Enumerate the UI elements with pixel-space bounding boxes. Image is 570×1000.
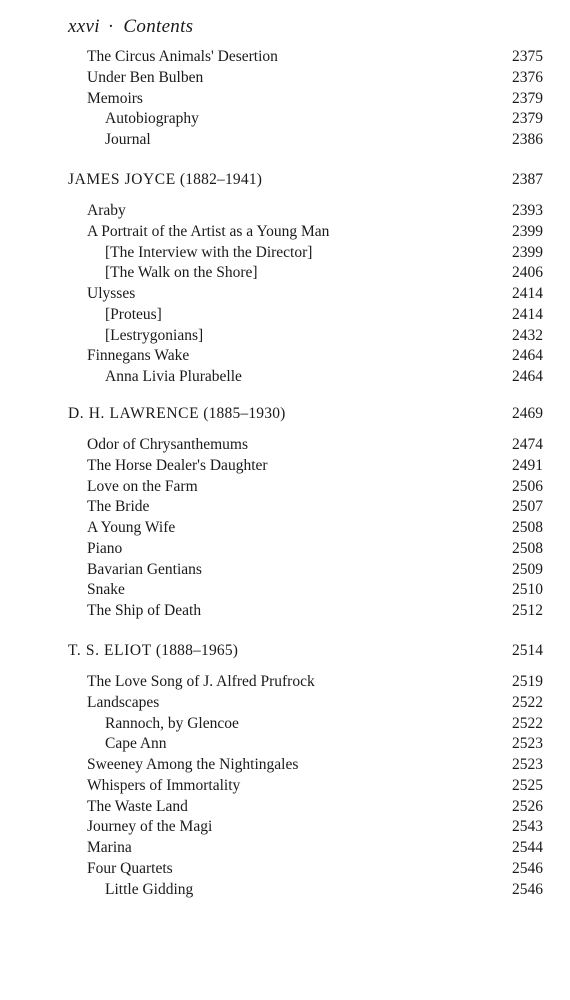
toc-entry [0,435,570,455]
toc-entry [0,776,570,796]
toc-entry [0,284,570,304]
toc-entry [0,263,570,283]
page-number: 2512 [512,602,543,619]
page-number: 2474 [512,436,543,453]
page-number-roman: xxvi [68,16,100,37]
page-number: 2379 [512,110,543,128]
author-section-heading [0,170,570,190]
work-title: Anna Livia Plurabelle [105,368,242,385]
toc-entry [0,734,570,754]
author-name: T. S. ELIOT [68,642,152,659]
work-title: The Love Song of J. Alfred Prufrock [87,673,315,690]
running-header [68,16,193,38]
work-title: Snake [87,581,125,599]
page-number: 2522 [512,714,543,732]
page-number: 2522 [512,693,543,711]
toc-entry [0,456,570,476]
author-section-heading [0,641,570,661]
work-title: Whispers of Immortality [87,776,241,794]
work-title: [The Walk on the Shore] [105,264,258,282]
work-title: A Young Wife [87,519,176,536]
work-title: Journal [105,131,151,148]
toc-entry [0,539,570,559]
page-number: 2525 [512,776,543,794]
page-number: 2509 [512,560,543,578]
toc-entry [0,560,570,580]
page-number: 2543 [512,818,543,836]
work-title: The Bride [87,498,150,516]
work-title: The Circus Animals' Desertion [87,48,278,65]
work-title: [Lestrygonians] [105,326,204,344]
work-title: Cape Ann [105,735,167,753]
page-number: 2464 [512,347,543,365]
toc-entry [0,580,570,600]
toc-entry [0,89,570,109]
toc-entry [0,755,570,775]
page-number: 2386 [512,131,543,148]
work-title: The Waste Land [87,797,188,815]
work-title: A Portrait of the Artist as a Young Man [87,222,330,240]
toc-entry [0,672,570,692]
work-title: Memoirs [87,89,143,107]
page-number: 2546 [512,880,543,898]
page-number: 2399 [512,222,543,240]
work-title: Odor of Chrysanthemums [87,436,249,453]
toc-entry [0,222,570,242]
author-dates: (1882–1941) [175,171,263,188]
work-title: Journey of the Magi [87,818,213,836]
page-number: 2375 [512,48,543,65]
toc-entry [0,693,570,713]
work-title: [The Interview with the Director] [105,243,313,261]
work-title: [Proteus] [105,305,162,323]
page-number: 2546 [512,859,543,877]
author-dates: (1888–1965) [151,642,239,659]
page-number: 2508 [512,519,543,536]
page-number: 2491 [512,456,543,474]
page-number: 2393 [512,202,543,219]
page-number: 2379 [512,89,543,107]
toc-entry [0,497,570,517]
work-title: Ulysses [87,285,136,302]
work-title: Araby [87,202,126,219]
page-number: 2519 [512,673,543,690]
author-name: D. H. LAWRENCE [68,405,200,422]
work-title: Bavarian Gentians [87,560,202,578]
page-number: 2526 [512,797,543,815]
toc-entry [0,346,570,366]
toc-entry [0,305,570,325]
page-number: 2514 [512,642,543,659]
author-section-heading [0,404,570,424]
page-number: 2414 [512,285,543,302]
author-heading [68,404,286,424]
page-number: 2464 [512,368,543,385]
page-number: 2523 [512,735,543,753]
page-number: 2506 [512,477,543,495]
work-title: Four Quartets [87,859,173,877]
toc-entry [0,130,570,150]
toc-entry [0,243,570,263]
toc-entry [0,47,570,67]
toc-entry [0,68,570,88]
toc-entry [0,817,570,837]
toc-entry [0,714,570,734]
toc-entry [0,326,570,346]
page-number: 2414 [512,305,543,323]
page-number: 2508 [512,539,543,557]
page-number: 2510 [512,581,543,599]
toc-entry [0,880,570,900]
header-separator: · [107,16,115,37]
work-title: Autobiography [105,110,199,128]
page-number: 2376 [512,68,543,86]
toc-entry [0,367,570,387]
page-number: 2507 [512,498,543,516]
work-title: Under Ben Bulben [87,68,204,86]
header-title: Contents [123,16,194,37]
author-heading [68,170,262,190]
author-dates: (1885–1930) [199,405,286,422]
work-title: Rannoch, by Glencoe [105,714,239,732]
page-number: 2406 [512,264,543,282]
work-title: Piano [87,539,123,557]
toc-entry [0,838,570,858]
work-title: Little Gidding [105,880,194,898]
toc-entry [0,477,570,497]
toc-entry [0,201,570,221]
page-number: 2544 [512,839,543,856]
page-number: 2469 [512,405,543,422]
author-name: JAMES JOYCE [68,171,176,188]
page-number: 2399 [512,243,543,261]
toc-entry [0,859,570,879]
work-title: Finnegans Wake [87,347,190,365]
work-title: Landscapes [87,693,160,711]
work-title: Sweeney Among the Nightingales [87,756,299,773]
author-heading [68,641,238,661]
toc-entry [0,601,570,621]
page-number: 2523 [512,756,543,773]
page-number: 2432 [512,326,543,344]
page-number: 2387 [512,171,543,188]
work-title: Love on the Farm [87,477,198,495]
work-title: The Ship of Death [87,602,202,619]
work-title: The Horse Dealer's Daughter [87,456,268,474]
work-title: Marina [87,839,132,856]
toc-entry [0,109,570,129]
toc-entry [0,797,570,817]
toc-entry [0,518,570,538]
